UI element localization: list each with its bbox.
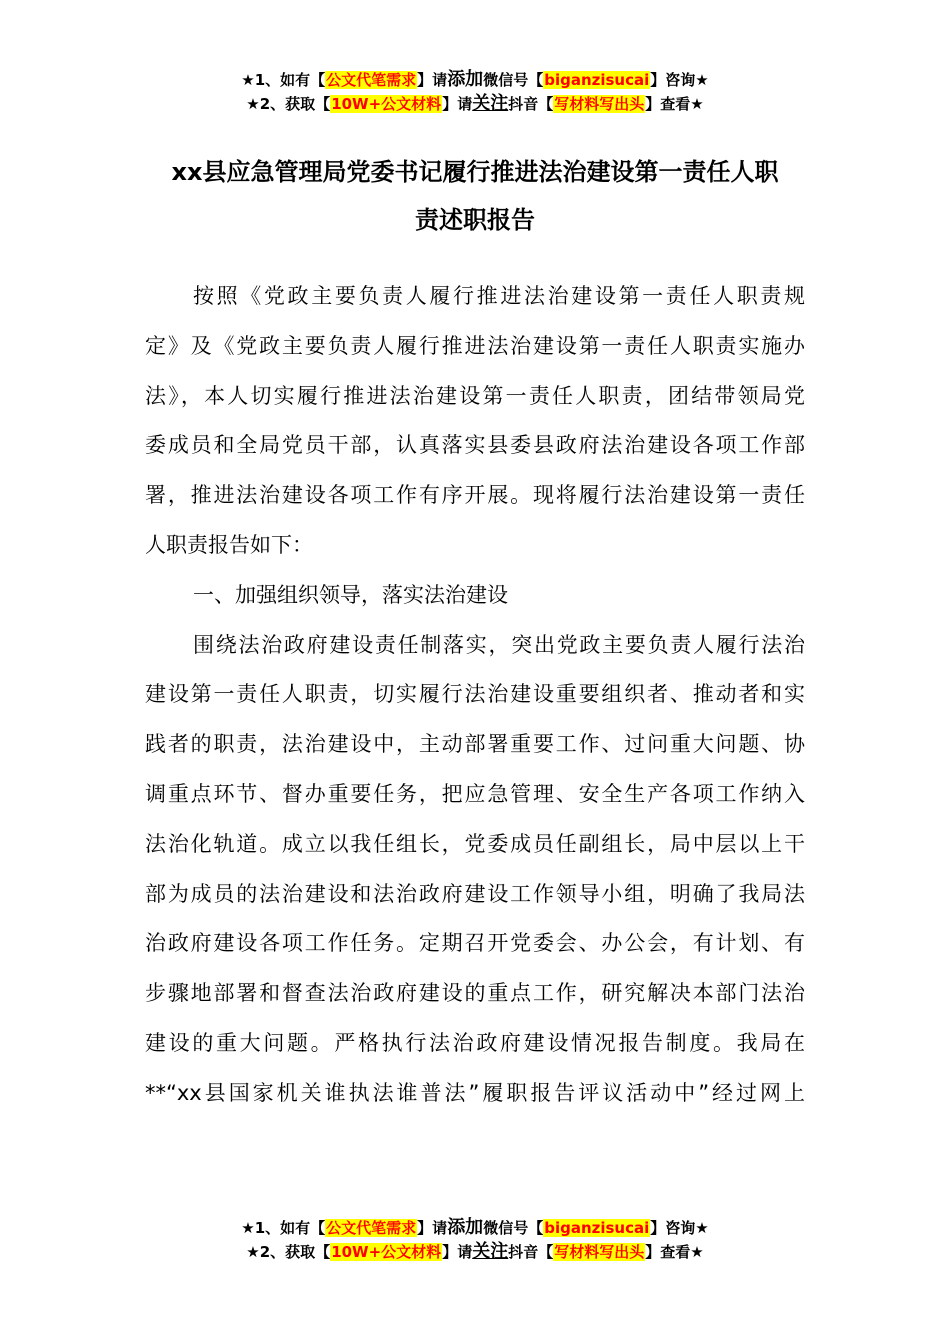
promo-text: 】查看★	[645, 1243, 704, 1261]
promo-emphasis: 添加	[447, 1217, 484, 1238]
promo-text: 】咨询★	[650, 71, 709, 89]
body-line: 部为成员的法治建设和法治政府建设工作领导小组，明确了我局法	[145, 881, 805, 906]
title-line: xx县应急管理局党委书记履行推进法治建设第一责任人职	[171, 158, 779, 186]
body-line: 委成员和全局党员干部，认真落实县委县政府法治建设各项工作部	[145, 433, 805, 458]
promo-header	[0, 68, 950, 116]
promo-text: 】请	[442, 1243, 473, 1261]
body-line: 署，推进法治建设各项工作有序开展。现将履行法治建设第一责任	[145, 483, 805, 508]
body-line: 践者的职责，法治建设中，主动部署重要工作、过问重大问题、协	[145, 732, 805, 757]
body-line: 法治化轨道。成立以我任组长，党委成员任副组长，局中层以上干	[145, 831, 805, 856]
promo-text: ★2、获取【	[246, 1243, 331, 1261]
promo-line-1	[0, 68, 950, 92]
promo-line-2	[0, 92, 950, 116]
document-body	[145, 272, 805, 1119]
body-line: 按照《党政主要负责人履行推进法治建设第一责任人职责规	[193, 284, 805, 308]
promo-line-2	[0, 1240, 950, 1264]
promo-highlight: 10W+公文材料	[331, 1243, 442, 1261]
promo-emphasis: 添加	[447, 69, 484, 90]
promo-emphasis: 关注	[472, 1241, 509, 1262]
body-line: 围绕法治政府建设责任制落实，突出党政主要负责人履行法治	[193, 632, 805, 657]
promo-text: 】请	[442, 95, 473, 113]
promo-text: 微信号【	[483, 1219, 544, 1237]
promo-text: 】请	[417, 71, 448, 89]
promo-highlight: 公文代笔需求	[326, 1219, 417, 1237]
document-title	[140, 148, 810, 244]
promo-text: 抖音【	[508, 95, 554, 113]
promo-emphasis: 关注	[472, 93, 509, 114]
promo-wechat-id: biganzisucai	[544, 1219, 650, 1237]
promo-line-1	[0, 1216, 950, 1240]
body-line: 人职责报告如下：	[145, 532, 313, 557]
promo-douyin-id: 写材料写出头	[554, 95, 645, 113]
promo-highlight: 10W+公文材料	[331, 95, 442, 113]
body-line: 法》，本人切实履行推进法治建设第一责任人职责，团结带领局党	[145, 383, 805, 408]
promo-highlight: 公文代笔需求	[326, 71, 417, 89]
body-line: **“xx县国家机关谁执法谁普法”履职报告评议活动中”经过网上	[145, 1080, 805, 1105]
body-line: 建设第一责任人职责，切实履行法治建设重要组织者、推动者和实	[145, 682, 805, 707]
promo-wechat-id: biganzisucai	[544, 71, 650, 89]
body-line: 治政府建设各项工作任务。定期召开党委会、办公会，有计划、有	[145, 931, 805, 956]
promo-douyin-id: 写材料写出头	[554, 1243, 645, 1261]
promo-text: 】请	[417, 1219, 448, 1237]
title-line: 责述职报告	[415, 206, 535, 234]
body-line: 调重点环节、督办重要任务，把应急管理、安全生产各项工作纳入	[145, 781, 805, 806]
promo-text: 】咨询★	[650, 1219, 709, 1237]
promo-text: ★1、如有【	[241, 71, 326, 89]
body-line: 建设的重大问题。严格执行法治政府建设情况报告制度。我局在	[145, 1030, 805, 1055]
promo-text: 】查看★	[645, 95, 704, 113]
promo-text: ★1、如有【	[241, 1219, 326, 1237]
body-line: 步骤地部署和督查法治政府建设的重点工作，研究解决本部门法治	[145, 981, 805, 1006]
promo-text: 抖音【	[508, 1243, 554, 1261]
body-line: 定》及《党政主要负责人履行推进法治建设第一责任人职责实施办	[145, 333, 805, 358]
section-heading: 一、加强组织领导，落实法治建设	[193, 582, 508, 607]
promo-text: 微信号【	[483, 71, 544, 89]
promo-text: ★2、获取【	[246, 95, 331, 113]
promo-footer	[0, 1216, 950, 1264]
